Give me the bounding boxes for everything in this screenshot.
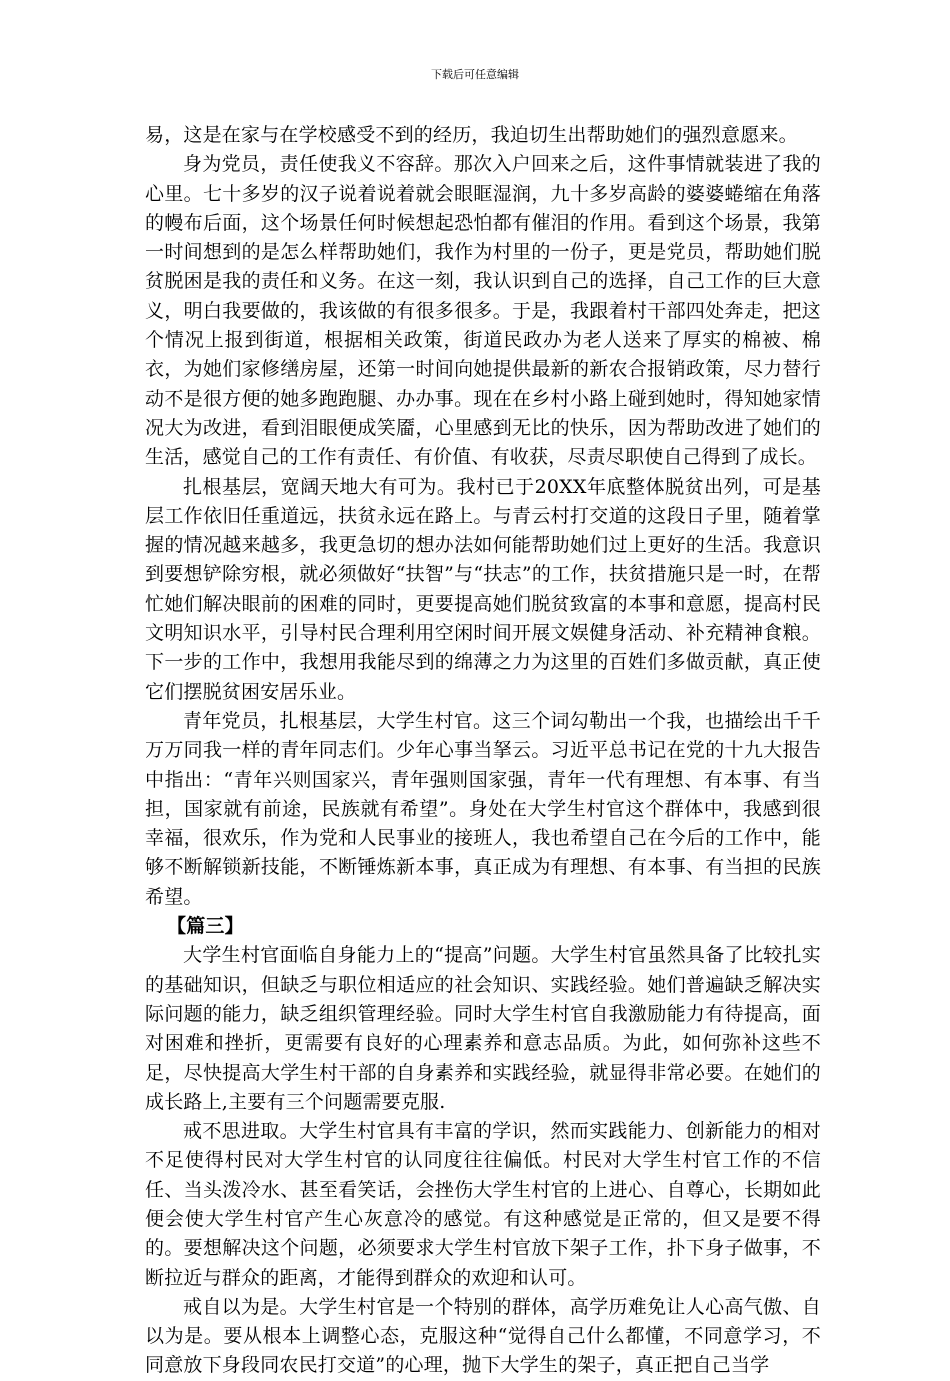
document-body <box>145 121 821 1381</box>
paragraph-ability: 大学生村官面临自身能力上的“提高”问题。大学生村官虽然具备了比较扎实的基础知识，但缺乏与职位相适应的社会知识、实践经验。她们普遍缺乏解决实际问题的能力，缺乏组织管理经验。同时大学生村官自我激励能力有待提高，面对困难和挫折，更需要有良好的心理素养和意志品质。为此，如何弥补这些不足，尽快提高大学生村干部的自身素养和实践经验，就显得非常必要。在她们的成长路上,主要有三个问题需要克服. <box>145 944 821 1113</box>
paragraph-no-arrogance: 戒自以为是。大学生村官是一个特别的群体，高学历难免让人心高气傲、自以为是。要从根本上调整心态，克服这种“觉得自己什么都懂，不同意学习，不同意放下身段同农民打交道”的心理，抛下大学生的架子，真正把自己当学 <box>145 1295 821 1377</box>
section-heading-part-three: 【篇三】 <box>167 915 244 938</box>
paragraph-duty: 身为党员，责任使我义不容辞。那次入户回来之后，这件事情就装进了我的心里。七十多岁的汉子说着说着就会眼眶湿润，九十多岁高龄的婆婆蜷缩在角落的幔布后面，这个场景任何时候想起恐怕都有催泪的作用。看到这个场景，我第一时间想到的是怎么样帮助她们，我作为村里的一份子，更是党员，帮助她们脱贫脱困是我的责任和义务。在这一刻，我认识到自己的选择，自己工作的巨大意义，明白我要做的，我该做的有很多很多。于是，我跟着村干部四处奔走，把这个情况上报到街道，根据相关政策，街道民政办为老人送来了厚实的棉被、棉衣，为她们家修缮房屋，还第一时间向她提供最新的新农合报销政策，尽力替行动不是很方便的她多跑跑腿、办办事。现在在乡村小路上碰到她时，得知她家情况大为改进，看到泪眼便成笑靥，心里感到无比的快乐，因为帮助改进了她们的生活，感觉自己的工作有责任、有价值、有收获，尽责尽职使自己得到了成长。 <box>145 153 821 469</box>
paragraph-youth: 青年党员，扎根基层，大学生村官。这三个词勾勒出一个我，也描绘出千千万万同我一样的青年同志们。少年心事当拏云。习近平总书记在党的十九大报告中指出：“青年兴则国家兴，青年强则国家强，青年一代有理想、有本事、有当担，国家就有前途，民族就有希望”。身处在大学生村官这个群体中，我感到很幸福，很欢乐，作为党和人民事业的接班人，我也希望自己在今后的工作中，能够不断解锁新技能，不断锤炼新本事，真正成为有理想、有本事、有当担的民族希望。 <box>145 709 821 908</box>
paragraph-no-complacency: 戒不思进取。大学生村官具有丰富的学识，然而实践能力、创新能力的相对不足使得村民对大学生村官的认同度往往偏低。村民对大学生村官工作的不信任、当头泼冷水、甚至看笑话，会挫伤大学生村官的上进心、自尊心，长期如此便会使大学生村官产生心灰意冷的感觉。有这种感觉是正常的，但又是要不得的。要想解决这个问题，必须要求大学生村官放下架子工作，扑下身子做事，不断拉近与群众的距离，才能得到群众的欢迎和认可。 <box>145 1120 821 1289</box>
paragraph-continuation: 易，这是在家与在学校感受不到的经历，我迫切生出帮助她们的强烈意愿来。 <box>145 124 798 146</box>
paragraph-grassroots: 扎根基层，宽阔天地大有可为。我村已于20XX年底整体脱贫出列，可是基层工作依旧任重道远，扶贫永远在路上。与青云村打交道的这段日子里，随着掌握的情况越来越多，我更急切的想办法如何能帮助她们过上更好的生活。我意识到要想铲除穷根，就必须做好“扶智”与“扶志”的工作，扶贫措施只是一时，在帮忙她们解决眼前的困难的同时，更要提高她们脱贫致富的本事和意愿，提高村民文明知识水平，引导村民合理利用空闲时间开展文娱健身活动、补充精神食粮。下一步的工作中，我想用我能尽到的绵薄之力为这里的百姓们多做贡献，真正使它们摆脱贫困安居乐业。 <box>145 475 821 703</box>
page-header: 下载后可任意编辑 <box>431 68 519 81</box>
